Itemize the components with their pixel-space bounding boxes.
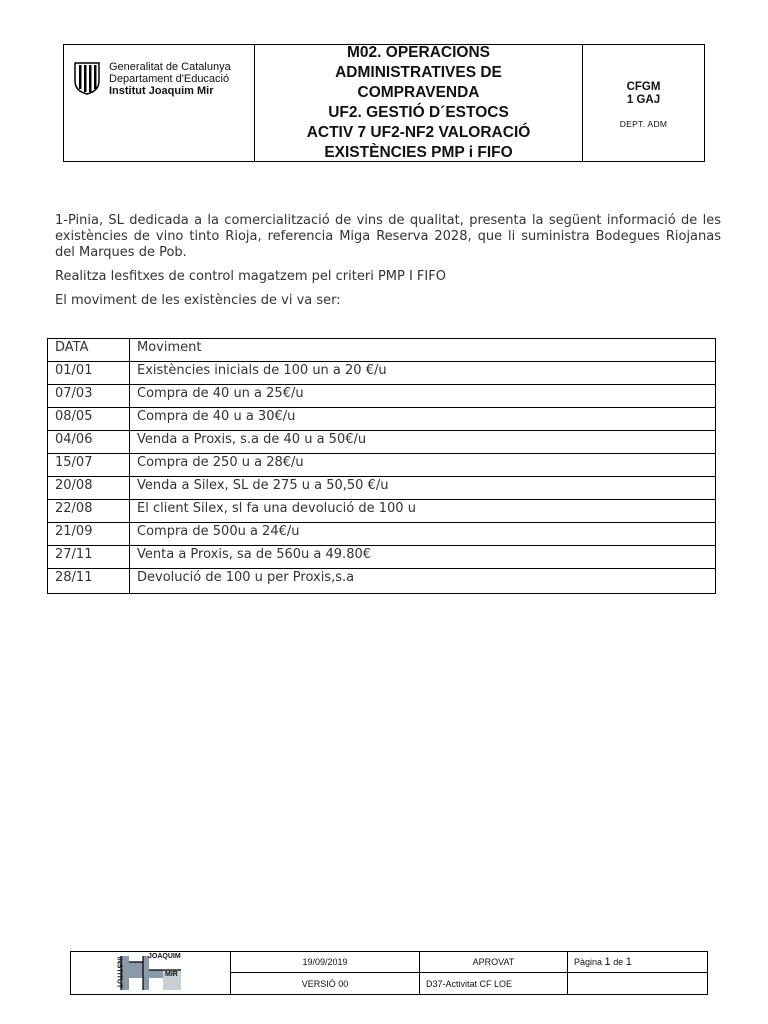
column-header-date: DATA [48, 339, 130, 362]
page-label: Pàgina [574, 957, 603, 967]
org-line-institut: Institut Joaquim Mir [109, 85, 214, 97]
title-line: EXISTÈNCIES PMP i FIFO [324, 144, 513, 161]
cell-date: 28/11 [48, 569, 130, 594]
movements-intro: El moviment de les existències de vi va ser: [55, 293, 341, 308]
cell-movement: Compra de 250 u a 28€/u [130, 454, 716, 477]
footer-empty-cell [568, 973, 707, 994]
cell-movement: Devolució de 100 u per Proxis,s.a [130, 569, 716, 594]
document-footer [70, 951, 708, 995]
course-cell [583, 45, 704, 161]
course-group: 1 GAJ [626, 94, 661, 106]
footer-doc-code: D37-Activitat CF LOE [420, 973, 568, 994]
title-line: UF2. GESTIÓ D´ESTOCS [328, 104, 509, 121]
cell-date: 04/06 [48, 431, 130, 454]
page-of: de [613, 957, 624, 967]
table-row [48, 431, 716, 454]
document-header [63, 44, 705, 162]
table-row [48, 385, 716, 408]
cell-movement: Existències inicials de 100 un a 20 €/u [130, 362, 716, 385]
cell-date: 22/08 [48, 500, 130, 523]
org-line-generalitat: Generalitat de Catalunya [109, 61, 231, 73]
cell-date: 20/08 [48, 477, 130, 500]
cell-movement: Compra de 500u a 24€/u [130, 523, 716, 546]
table-row [48, 500, 716, 523]
cell-movement: Venda a Proxis, s.a de 40 u a 50€/u [130, 431, 716, 454]
footer-info-grid [231, 952, 707, 994]
cell-date: 01/01 [48, 362, 130, 385]
logo-text-mir: MIR [165, 971, 178, 978]
movements-table [47, 338, 716, 594]
table-header-row [48, 339, 716, 362]
title-line: ACTIV 7 UF2-NF2 VALORACIÓ [306, 124, 531, 141]
cell-movement: El client Silex, sl fa una devolució de 100 u [130, 500, 716, 523]
generalitat-crest-icon [73, 61, 101, 95]
department-label: DEPT. ADM [619, 119, 668, 129]
footer-status: APROVAT [420, 952, 568, 973]
title-line: COMPRAVENDA [357, 84, 480, 101]
title-line: M02. OPERACIONS [347, 44, 490, 61]
table-row [48, 569, 716, 594]
exercise-statement: 1-Pinia, SL dedicada a la comercialització de vins de qualitat, presenta la següent informació de les existències de vino tinto Rioja, referencia Miga Reserva 2028, que li suministra Bodegues Riojanas del Marques de Pob. [55, 213, 721, 260]
document-title [307, 43, 531, 163]
course-code: CFGM [626, 81, 661, 93]
table-row [48, 546, 716, 569]
org-line-department: Departament d'Educació [109, 73, 230, 85]
title-line: ADMINISTRATIVES DE [335, 64, 502, 81]
footer-version: VERSIÓ 00 [231, 973, 420, 994]
cell-date: 27/11 [48, 546, 130, 569]
table-row [48, 477, 716, 500]
exercise-instruction: Realitza lesfitxes de control magatzem pel criteri PMP I FIFO [55, 269, 446, 284]
footer-date: 19/09/2019 [231, 952, 420, 973]
table-row [48, 454, 716, 477]
table-row [48, 362, 716, 385]
cell-movement: Compra de 40 un a 25€/u [130, 385, 716, 408]
logo-text-joaquim: JOAQUIM [148, 953, 181, 960]
cell-movement: Compra de 40 u a 30€/u [130, 408, 716, 431]
table-row [48, 523, 716, 546]
page-current: 1 [604, 956, 611, 968]
institut-logo [71, 952, 231, 994]
cell-movement: Venta a Proxis, sa de 560u a 49.80€ [130, 546, 716, 569]
column-header-movement: Moviment [130, 339, 716, 362]
cell-date: 08/05 [48, 408, 130, 431]
institution-cell [64, 45, 255, 161]
institution-name [109, 61, 231, 97]
cell-date: 15/07 [48, 454, 130, 477]
title-cell [255, 45, 583, 161]
table-row [48, 408, 716, 431]
cell-date: 07/03 [48, 385, 130, 408]
page-total: 1 [625, 956, 632, 968]
logo-text-institut: INSTITUT [115, 956, 123, 989]
cell-movement: Venda a Silex, SL de 275 u a 50,50 €/u [130, 477, 716, 500]
cell-date: 21/09 [48, 523, 130, 546]
footer-page-number [568, 952, 707, 973]
